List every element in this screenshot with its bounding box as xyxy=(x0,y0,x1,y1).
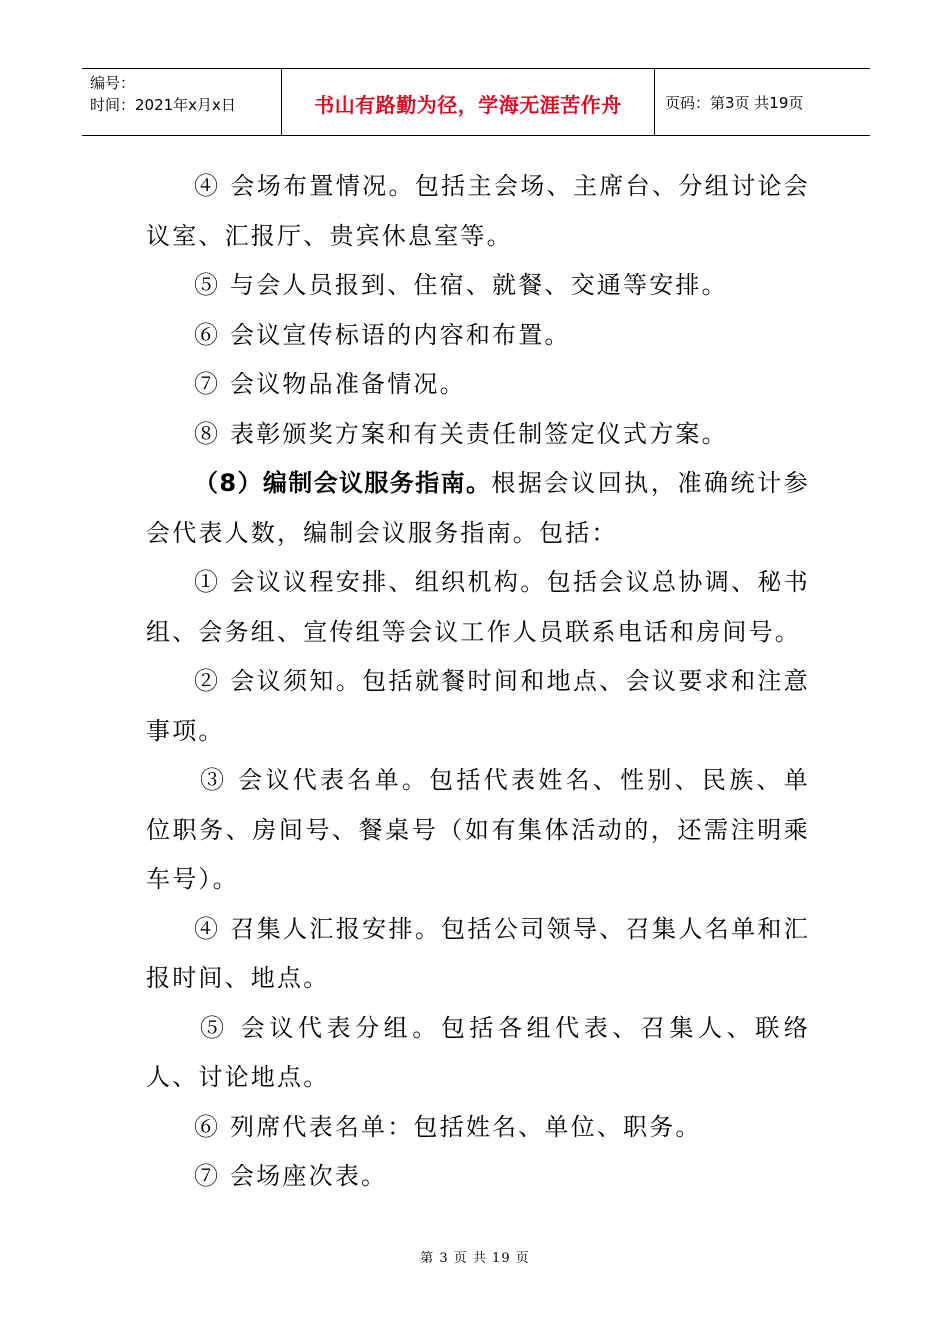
guide-item: ① 会议议程安排、组织机构。包括会议总协调、秘书组、会务组、宣传组等会议工作人员联系电话和房间号。 xyxy=(146,568,810,646)
guide-item: ② 会议须知。包括就餐时间和地点、会议要求和注意事项。 xyxy=(146,667,810,745)
header-motto: 书山有路勤为径，学海无涯苦作舟 xyxy=(314,92,622,117)
guide-item: ④ 召集人汇报安排。包括公司领导、召集人名单和汇报时间、地点。 xyxy=(146,914,810,992)
document-number-label: 编号： xyxy=(90,74,136,92)
list-item: ⑦ 会议物品准备情况。 xyxy=(194,370,466,398)
section-body: 根据会议回执，准确统计参会代表人数，编制会议服务指南。包括： xyxy=(146,469,810,547)
list-item: ⑧ 表彰颁奖方案和有关责任制签定仪式方案。 xyxy=(194,419,728,448)
document-time-label: 时间：2021年x月x日 xyxy=(90,96,236,114)
page-footer: 第 3 页 共 19 页 xyxy=(420,1251,530,1266)
page-header xyxy=(82,68,870,136)
section-paragraph xyxy=(146,459,810,558)
header-meta-cell xyxy=(82,69,282,135)
list-item: ④ 会场布置情况。包括主会场、主席台、分组讨论会议室、汇报厅、贵宾休息室等。 xyxy=(146,172,810,250)
guide-item: ③ 会议代表名单。包括代表姓名、性别、民族、单位职务、房间号、餐桌号（如有集体活动的，还需注明乘车号）。 xyxy=(146,766,810,893)
guide-item: ⑦ 会场座次表。 xyxy=(194,1162,388,1190)
guide-item: ⑤ 会议代表分组。包括各组代表、召集人、联络人、讨论地点。 xyxy=(146,1013,810,1091)
header-page-cell xyxy=(655,69,870,135)
guide-item: ⑥ 列席代表名单：包括姓名、单位、职务。 xyxy=(194,1112,702,1141)
header-motto-cell xyxy=(282,69,655,135)
list-item: ⑤ 与会人员报到、住宿、就餐、交通等安排。 xyxy=(194,271,728,299)
list-item: ⑥ 会议宣传标语的内容和布置。 xyxy=(194,320,571,349)
document-body xyxy=(146,162,810,1202)
section-heading: （8）编制会议服务指南。 xyxy=(194,469,492,497)
header-page-number: 页码：第3页 共19页 xyxy=(665,93,804,112)
